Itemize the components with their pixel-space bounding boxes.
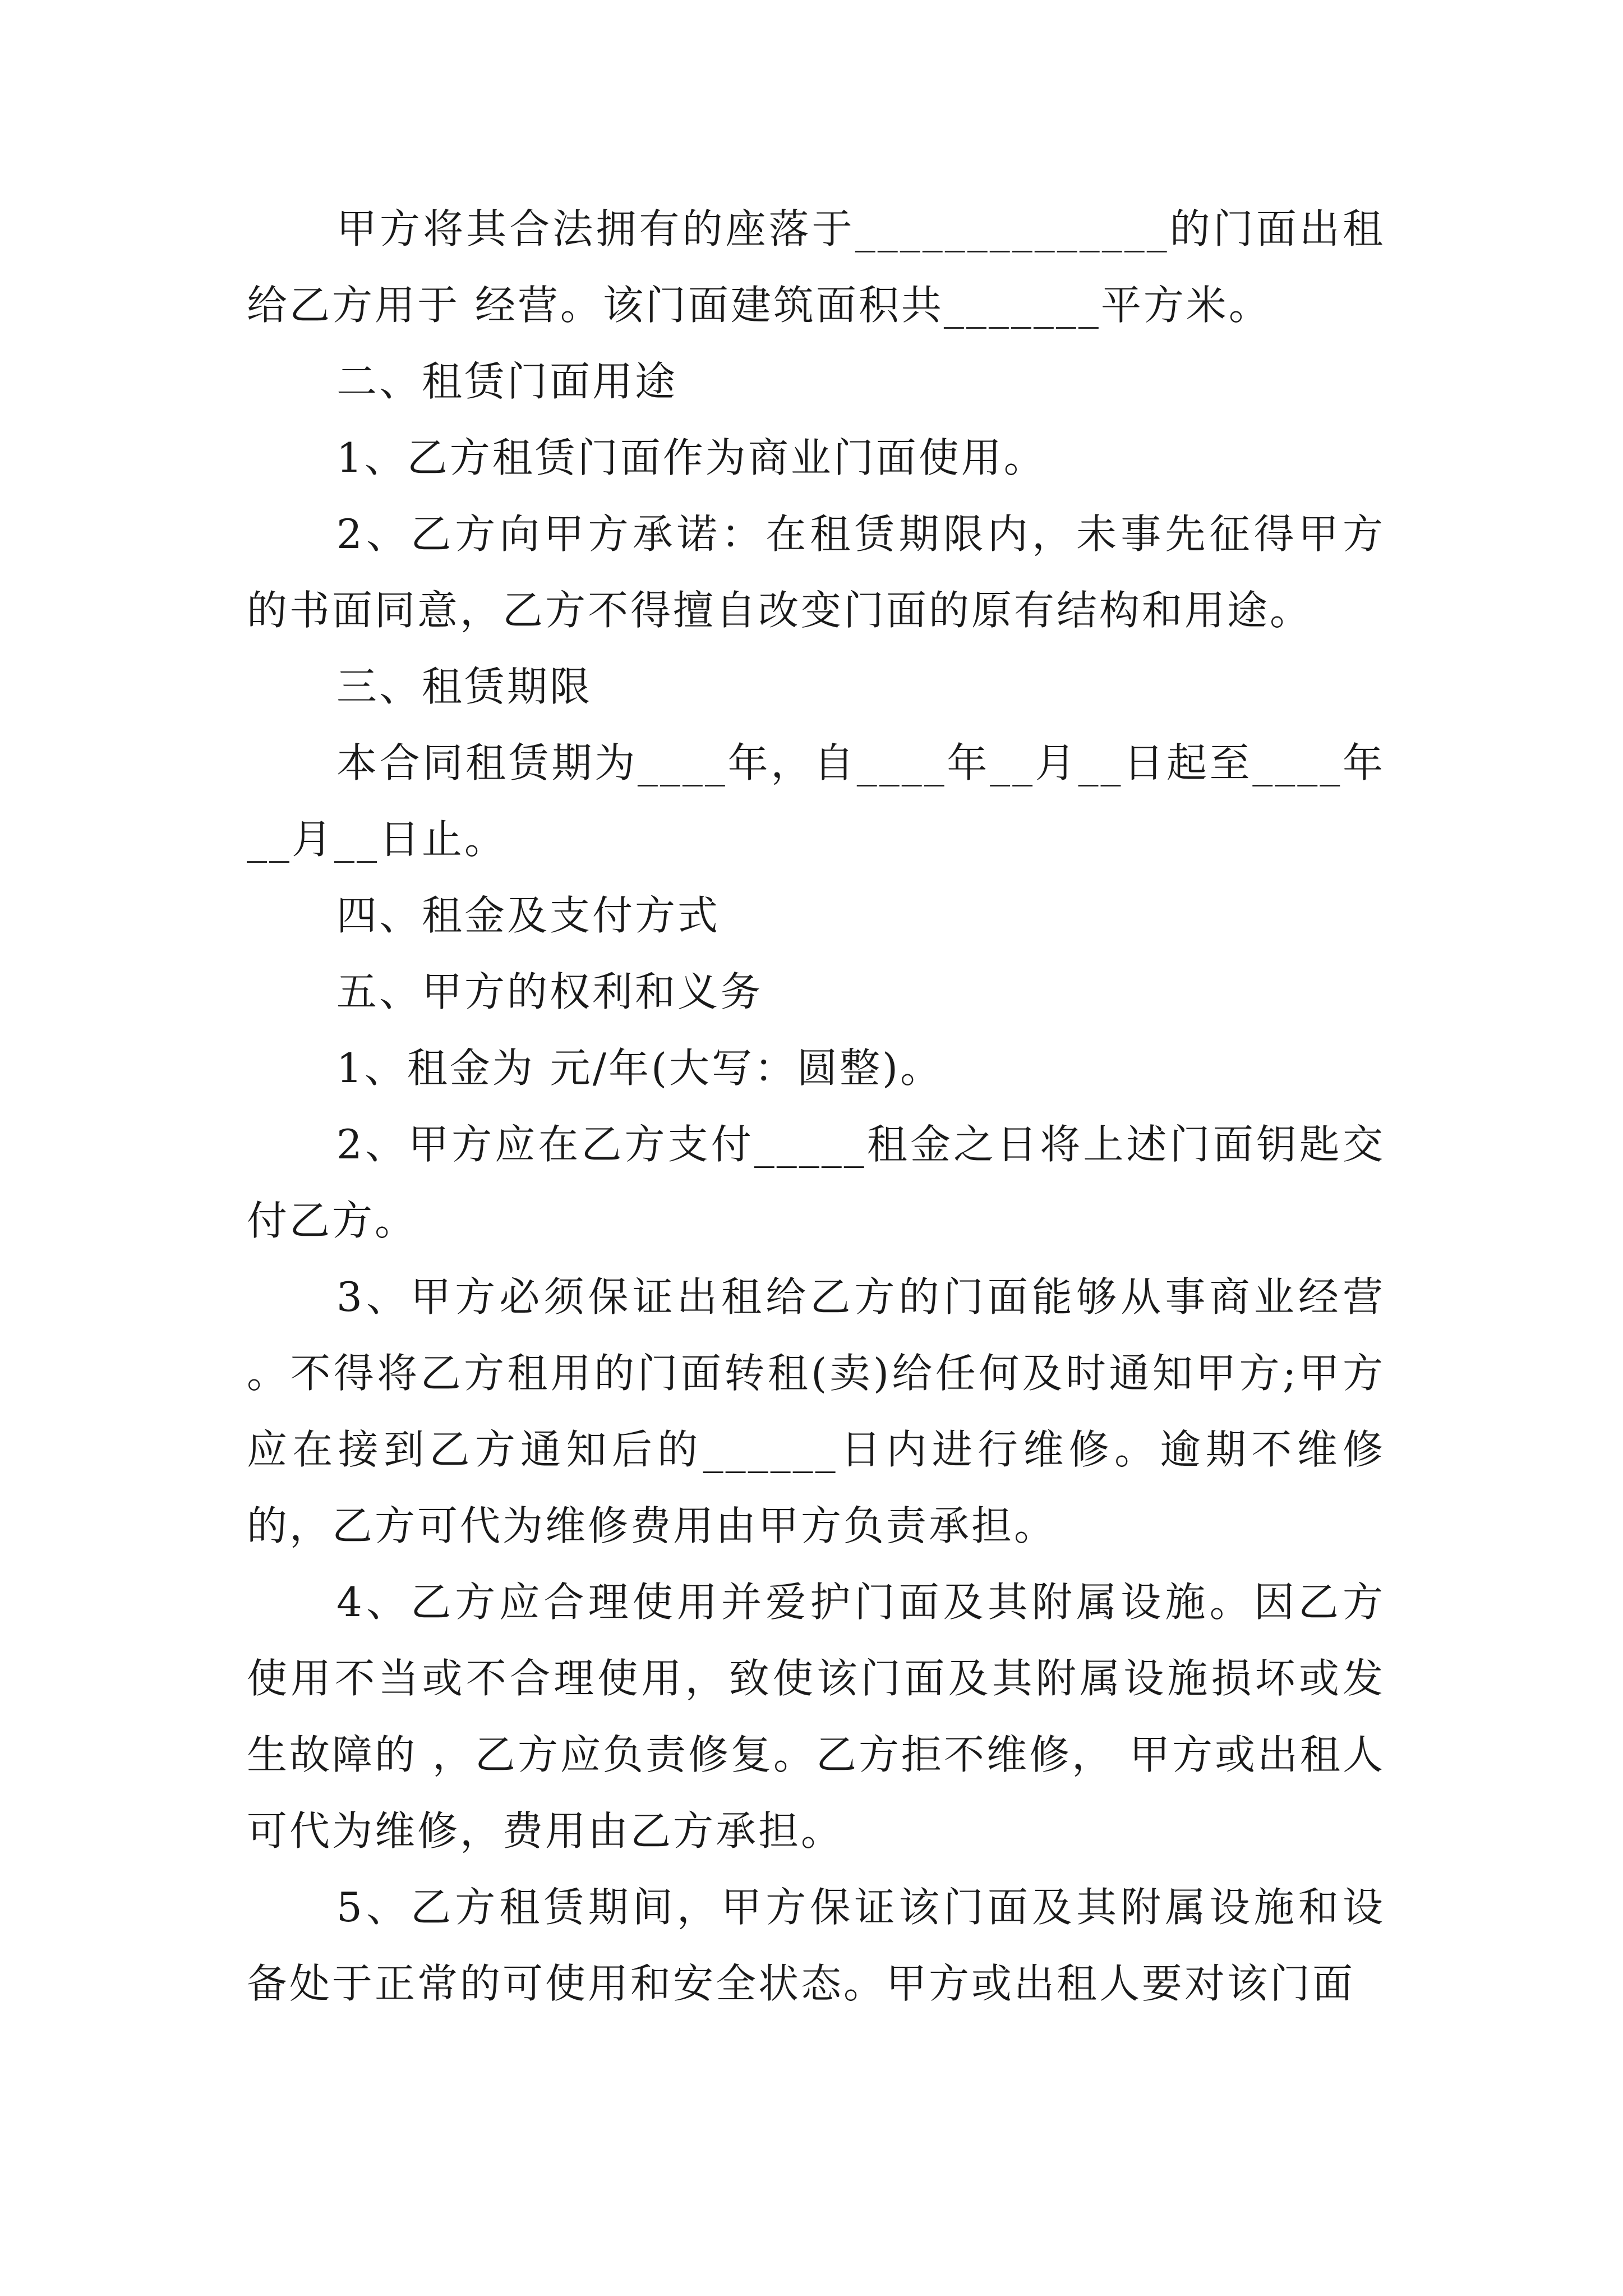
heading-usage: 二、租赁门面用途 [336, 358, 678, 405]
paragraph-rights-5: 5、乙方租赁期间，甲方保证该门面及其附属设施和设备处于正常的可使用和安全状态。甲方或出租人要对该门面 [247, 1884, 1385, 2007]
paragraph-rights-3: 3、甲方必须保证出租给乙方的门面能够从事商业经营 。不得将乙方租用的门面转租(卖)给任何及时通知甲方;甲方应在接到乙方通知后的______日内进行维修。逾期不维修的，乙方可代为维修费用由甲方负责承担。 [247, 1273, 1385, 1549]
paragraph-rights-1: 1、租金为 元/年(大写：圆整)。 [336, 1045, 943, 1092]
paragraph-term: 本合同租赁期为____年，自____年__月__日起至____年__月__日止。 [247, 739, 1385, 863]
heading-lessor-rights: 五、甲方的权利和义务 [336, 968, 763, 1015]
paragraph-rights-2: 2、甲方应在乙方支付_____租金之日将上述门面钥匙交付乙方。 [247, 1121, 1385, 1244]
paragraph-usage-2: 2、乙方向甲方承诺：在租赁期限内，未事先征得甲方的书面同意，乙方不得擅自改变门面的原有结构和用途。 [247, 510, 1385, 634]
paragraph-rights-4: 4、乙方应合理使用并爱护门面及其附属设施。因乙方使用不当或不合理使用，致使该门面及其附属设施损坏或发生故障的 ，乙方应负责修复。乙方拒不维修， 甲方或出租人可代为维修，费用由乙方承担。 [247, 1579, 1385, 1855]
heading-rent: 四、租金及支付方式 [336, 892, 721, 939]
heading-term: 三、租赁期限 [336, 663, 593, 710]
paragraph-usage-1: 1、乙方租赁门面作为商业门面使用。 [336, 434, 1046, 481]
contract-body [247, 191, 1385, 2022]
paragraph-premises: 甲方将其合法拥有的座落于______________的门面出租给乙方用于 经营。该门面建筑面积共_______平方米。 [247, 205, 1385, 329]
